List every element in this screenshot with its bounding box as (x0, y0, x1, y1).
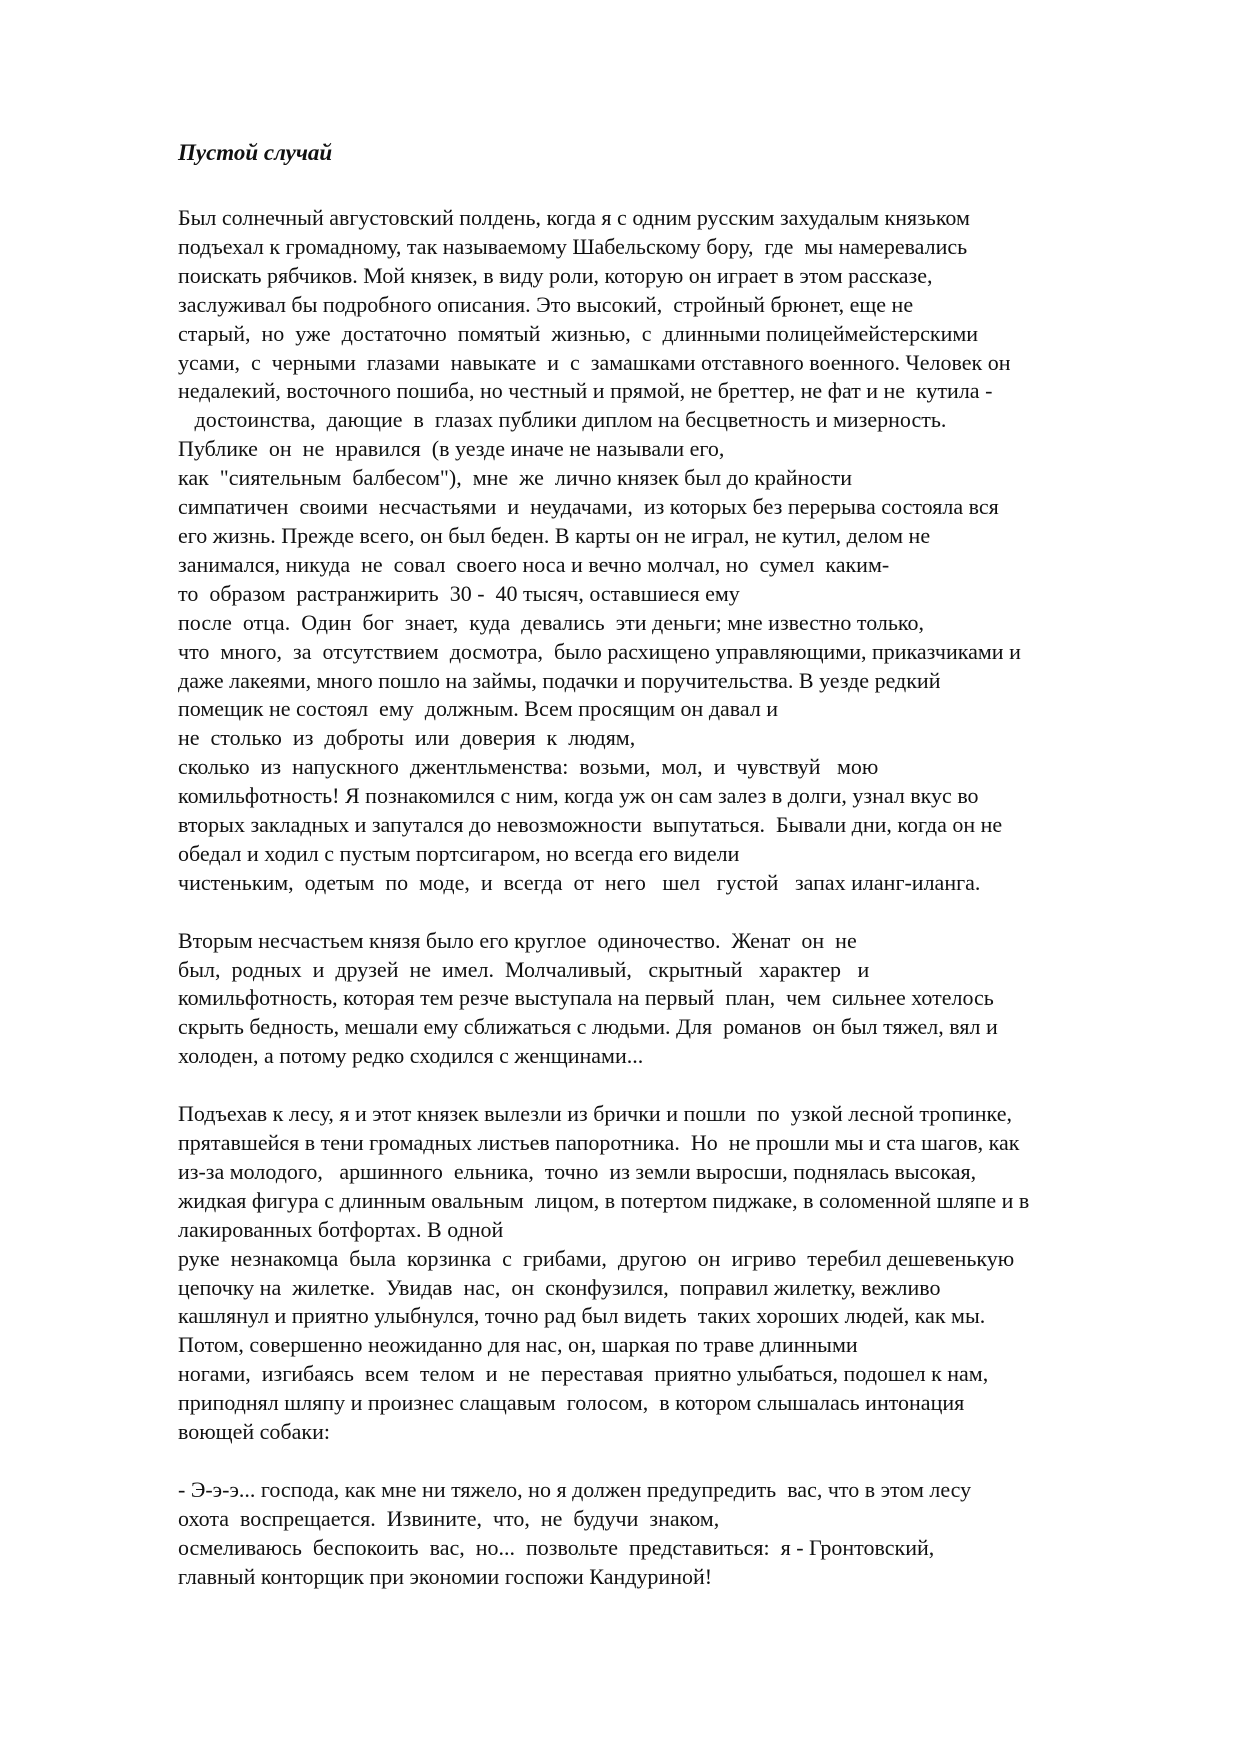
text-line: осмеливаюсь беспокоить вас, но... позвольте представиться: я - Гронтовский, (178, 1534, 935, 1560)
text-line: достоинства, дающие в глазах публики диплом на бесцветность и мизерность. (178, 407, 947, 433)
text-line: Вторым несчастьем князя было его круглое одиночество. Женат он не (178, 927, 857, 953)
text-line: обедал и ходил с пустым портсигаром, но всегда его видели (178, 840, 740, 866)
text-line: чистеньким, одетым по моде, и всегда от него шел густой запах иланг-иланга. (178, 869, 981, 895)
paragraph (178, 1100, 1178, 1447)
text-line: как "сиятельным балбесом"), мне же лично князек был до крайности (178, 465, 853, 491)
story-title: Пустой случай (178, 140, 333, 165)
text-line: недалекий, восточного пошиба, но честный и прямой, не бреттер, не фат и не кутила - (178, 378, 993, 404)
text-line: - Э-э-э... господа, как мне ни тяжело, но я должен предупредить вас, что в этом лесу (178, 1476, 972, 1502)
text-line: усами, с черными глазами навыкате и с замашками отставного военного. Человек он (178, 349, 1011, 375)
text-line: кашлянул и приятно улыбнулся, точно рад был видеть таких хороших людей, как мы. (178, 1303, 986, 1329)
text-line: был, родных и друзей не имел. Молчаливый, скрытный характер и (178, 956, 870, 982)
text-line: занимался, никуда не совал своего носа и вечно молчал, но сумел каким- (178, 551, 890, 577)
text-line: Был солнечный августовский полдень, когда я с одним русским захудалым князьком (178, 205, 970, 230)
text-line: ногами, изгибаясь всем телом и не переставая приятно улыбаться, подошел к нам, (178, 1361, 989, 1387)
paragraph-gap (178, 1071, 1178, 1100)
text-line: комильфотность! Я познакомился с ним, когда уж он сам залез в долги, узнал вкус во (178, 783, 979, 809)
text-line: даже лакеями, много пошло на займы, подачки и поручительства. В уезде редкий (178, 667, 941, 693)
story-text (178, 204, 1178, 1591)
text-line: из-за молодого, аршинного ельника, точно из земли выросши, поднялась высокая, (178, 1158, 977, 1184)
paragraph-gap (178, 1447, 1178, 1476)
text-line: Публике он не нравился (в уезде иначе не называли его, (178, 436, 725, 462)
document-body (178, 138, 1178, 1591)
paragraph (178, 1476, 1178, 1592)
text-line: жидкая фигура с длинным овальным лицом, в потертом пиджаке, в соломенной шляпе и в (178, 1187, 1030, 1213)
text-line: заслуживал бы подробного описания. Это высокий, стройный брюнет, еще не (178, 291, 914, 317)
text-line: то образом растранжирить 30 - 40 тысяч, оставшиеся ему (178, 580, 740, 606)
text-line: сколько из напускного джентльменства: возьми, мол, и чувствуй мою (178, 754, 879, 780)
paragraph (178, 927, 1178, 1072)
text-line: Потом, совершенно неожиданно для нас, он, шаркая по траве длинными (178, 1332, 858, 1358)
text-line: воющей собаки: (178, 1419, 330, 1445)
text-line: прятавшейся в тени громадных листьев папоротника. Но не прошли мы и ста шагов, как (178, 1129, 1020, 1155)
text-line: поискать рябчиков. Мой князек, в виду роли, которую он играет в этом рассказе, (178, 262, 933, 288)
text-line: охота воспрещается. Извините, что, не будучи знаком, (178, 1505, 720, 1531)
text-line: главный конторщик при экономии госпожи Кандуриной! (178, 1563, 713, 1589)
paragraph (178, 204, 1178, 898)
text-line: его жизнь. Прежде всего, он был беден. В карты он не играл, не кутил, делом не (178, 522, 931, 548)
text-line: старый, но уже достаточно помятый жизнью, с длинными полицеймейстерскими (178, 320, 979, 346)
text-line: симпатичен своими несчастьями и неудачами, из которых без перерыва состояла вся (178, 494, 999, 520)
paragraph-gap (178, 898, 1178, 927)
text-line: комильфотность, которая тем резче выступала на первый план, чем сильнее хотелось (178, 985, 994, 1011)
text-line: руке незнакомца была корзинка с грибами, другою он игриво теребил дешевенькую (178, 1245, 1015, 1271)
text-line: подъехал к громадному, так называемому Шабельскому бору, где мы намеревались (178, 233, 968, 259)
text-line: вторых закладных и запутался до невозможности выпутаться. Бывали дни, когда он не (178, 812, 1003, 838)
text-line: скрыть бедность, мешали ему сближаться с людьми. Для романов он был тяжел, вял и (178, 1014, 998, 1040)
text-line: холоден, а потому редко сходился с женщинами... (178, 1043, 644, 1069)
text-line: не столько из доброты или доверия к людям, (178, 725, 636, 751)
text-line: после отца. Один бог знает, куда девались эти деньги; мне известно только, (178, 609, 924, 635)
text-line: что много, за отсутствием досмотра, было расхищено управляющими, приказчиками и (178, 638, 1021, 664)
text-line: приподнял шляпу и произнес слащавым голосом, в котором слышалась интонация (178, 1390, 965, 1416)
text-line: Подъехав к лесу, я и этот князек вылезли из брички и пошли по узкой лесной тропинке, (178, 1101, 1012, 1127)
text-line: цепочку на жилетке. Увидав нас, он сконфузился, поправил жилетку, вежливо (178, 1274, 941, 1300)
text-line: лакированных ботфортах. В одной (178, 1216, 504, 1242)
text-line: помещик не состоял ему должным. Всем просящим он давал и (178, 696, 779, 722)
